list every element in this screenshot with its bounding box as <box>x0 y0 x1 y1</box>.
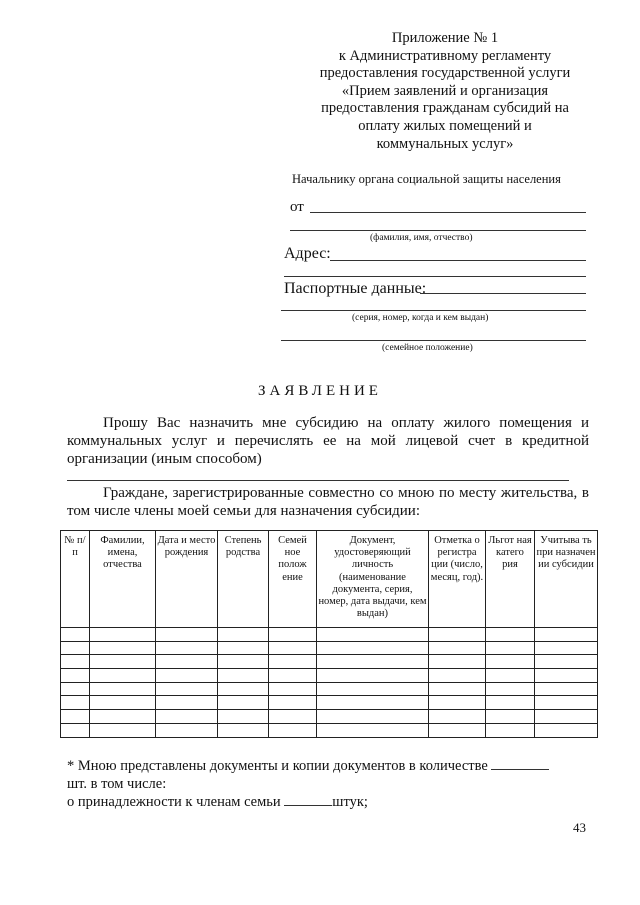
table-cell[interactable] <box>61 723 90 737</box>
address-field[interactable] <box>330 260 586 261</box>
table-cell[interactable] <box>269 628 317 642</box>
table-cell[interactable] <box>317 682 429 696</box>
appendix-line: Приложение № 1 <box>391 30 499 46</box>
table-cell[interactable] <box>486 655 535 669</box>
table-cell[interactable] <box>90 723 156 737</box>
document-title: ЗАЯВЛЕНИЕ <box>258 383 382 399</box>
table-cell[interactable] <box>156 628 218 642</box>
table-cell[interactable] <box>486 641 535 655</box>
table-cell[interactable] <box>269 723 317 737</box>
request-text: Прошу Вас назначить мне субсидию на оплату жилого помещения и коммунальных услуг и перечислять ее на мой лицевой счет в кредитной организации (иным способом) <box>67 415 589 467</box>
table-cell[interactable] <box>90 669 156 683</box>
table-cell[interactable] <box>486 723 535 737</box>
from-label: от <box>290 199 304 215</box>
appendix-line: коммунальных услуг» <box>376 135 514 152</box>
family-status-field[interactable] <box>281 340 586 341</box>
table-cell[interactable] <box>156 641 218 655</box>
table-cell[interactable] <box>486 710 535 724</box>
table-cell[interactable] <box>156 710 218 724</box>
appendix-line: оплату жилых помещений и <box>358 117 532 134</box>
table-cell[interactable] <box>429 628 486 642</box>
from-field[interactable] <box>310 212 586 213</box>
passport-label: Паспортные данные: <box>284 280 427 297</box>
table-cell[interactable] <box>90 682 156 696</box>
table-cell[interactable] <box>218 682 269 696</box>
table-cell[interactable] <box>90 655 156 669</box>
table-cell[interactable] <box>317 641 429 655</box>
table-cell[interactable] <box>218 669 269 683</box>
table-cell[interactable] <box>535 682 598 696</box>
table-cell[interactable] <box>156 723 218 737</box>
table-cell[interactable] <box>269 696 317 710</box>
table-cell[interactable] <box>429 655 486 669</box>
appendix-line: к Административному регламенту <box>338 47 552 64</box>
table-header-row <box>61 531 598 628</box>
table-cell[interactable] <box>269 710 317 724</box>
table-cell[interactable] <box>317 655 429 669</box>
documents-count-line <box>67 757 549 775</box>
table-cell[interactable] <box>90 641 156 655</box>
table-cell[interactable] <box>486 682 535 696</box>
col-marital-status: Семей ное полож ение <box>269 531 317 628</box>
fio-caption: (фамилия, имя, отчество) <box>370 233 473 243</box>
table-cell[interactable] <box>269 641 317 655</box>
col-consider-for-subsidy: Учитыва ть при назначен ии субсидии <box>535 531 598 628</box>
registered-paragraph <box>67 484 589 520</box>
family-members-table <box>60 530 598 738</box>
address-field-line2[interactable] <box>284 276 586 277</box>
table-cell[interactable] <box>218 628 269 642</box>
table-cell[interactable] <box>218 641 269 655</box>
family-documents-unit: штук; <box>332 794 368 810</box>
col-number: № п/п <box>61 531 90 628</box>
table-cell[interactable] <box>90 710 156 724</box>
family-documents-text: о принадлежности к членам семьи <box>67 794 281 810</box>
table-cell[interactable] <box>317 669 429 683</box>
request-method-field[interactable] <box>67 480 569 481</box>
table-cell[interactable] <box>218 723 269 737</box>
table-row <box>61 710 598 724</box>
table-cell[interactable] <box>429 641 486 655</box>
table-cell[interactable] <box>61 710 90 724</box>
table-body <box>61 628 598 738</box>
table-cell[interactable] <box>429 723 486 737</box>
table-cell[interactable] <box>90 696 156 710</box>
table-cell[interactable] <box>535 641 598 655</box>
table-row <box>61 641 598 655</box>
request-paragraph <box>67 414 589 468</box>
table-row <box>61 628 598 642</box>
passport-caption: (серия, номер, когда и кем выдан) <box>352 313 489 323</box>
table-cell[interactable] <box>61 682 90 696</box>
table-cell[interactable] <box>269 655 317 669</box>
table-cell[interactable] <box>218 655 269 669</box>
table-row <box>61 655 598 669</box>
col-identity-document: Документ, удостоверяющий личность (наименование документа, серия, номер, дата выдачи, кем выдан) <box>317 531 429 628</box>
table-cell[interactable] <box>61 641 90 655</box>
table-row <box>61 696 598 710</box>
table-cell[interactable] <box>156 655 218 669</box>
col-benefit-category: Льгот ная катего рия <box>486 531 535 628</box>
table-cell[interactable] <box>535 655 598 669</box>
documents-count-field[interactable] <box>491 757 549 770</box>
family-status-caption: (семейное положение) <box>382 343 473 353</box>
table-cell[interactable] <box>486 669 535 683</box>
table-cell[interactable] <box>535 669 598 683</box>
table-cell[interactable] <box>317 628 429 642</box>
appendix-line: «Прием заявлений и организация <box>341 82 549 99</box>
table-cell[interactable] <box>61 628 90 642</box>
documents-count-text: * Мною представлены документы и копии документов в количестве <box>67 758 488 774</box>
table-cell[interactable] <box>269 682 317 696</box>
table-row <box>61 669 598 683</box>
col-registration-mark: Отметка о регистра ции (число, месяц, год). <box>429 531 486 628</box>
table-cell[interactable] <box>535 696 598 710</box>
table-cell[interactable] <box>61 669 90 683</box>
fio-field-line2[interactable] <box>290 230 586 231</box>
table-cell[interactable] <box>156 682 218 696</box>
table-cell[interactable] <box>486 696 535 710</box>
table-cell[interactable] <box>61 696 90 710</box>
table-row <box>61 682 598 696</box>
table-cell[interactable] <box>156 669 218 683</box>
passport-field-line2[interactable] <box>281 310 586 311</box>
table-cell[interactable] <box>317 696 429 710</box>
appendix-header <box>290 30 600 153</box>
table-cell[interactable] <box>429 696 486 710</box>
table-cell[interactable] <box>317 723 429 737</box>
page-number: 43 <box>573 820 586 835</box>
table-cell[interactable] <box>218 696 269 710</box>
table-cell[interactable] <box>269 669 317 683</box>
addressee: Начальнику органа социальной защиты населения <box>292 172 561 186</box>
table-cell[interactable] <box>429 710 486 724</box>
appendix-line: предоставления государственной услуги <box>319 65 571 82</box>
registered-text: Граждане, зарегистрированные совместно со мною по месту жительства, в том числе члены моей семьи для назначения субсидии: <box>67 485 589 519</box>
col-relationship: Степень родства <box>218 531 269 628</box>
table-cell[interactable] <box>317 710 429 724</box>
family-documents-count-field[interactable] <box>284 793 332 806</box>
table-cell[interactable] <box>61 655 90 669</box>
col-full-name: Фамилии, имена, отчества <box>90 531 156 628</box>
table-cell[interactable] <box>429 682 486 696</box>
table-cell[interactable] <box>535 628 598 642</box>
table-cell[interactable] <box>486 628 535 642</box>
table-cell[interactable] <box>429 669 486 683</box>
table-cell[interactable] <box>218 710 269 724</box>
table-cell[interactable] <box>535 710 598 724</box>
appendix-line: предоставления гражданам субсидий на <box>321 100 569 117</box>
family-documents-line <box>67 793 368 811</box>
documents-count-line2: шт. в том числе: <box>67 776 167 792</box>
col-birth: Дата и место рождения <box>156 531 218 628</box>
address-label: Адрес: <box>284 245 331 262</box>
passport-field[interactable] <box>420 293 586 294</box>
table-cell[interactable] <box>156 696 218 710</box>
table-cell[interactable] <box>90 628 156 642</box>
table-cell[interactable] <box>535 723 598 737</box>
table-row <box>61 723 598 737</box>
